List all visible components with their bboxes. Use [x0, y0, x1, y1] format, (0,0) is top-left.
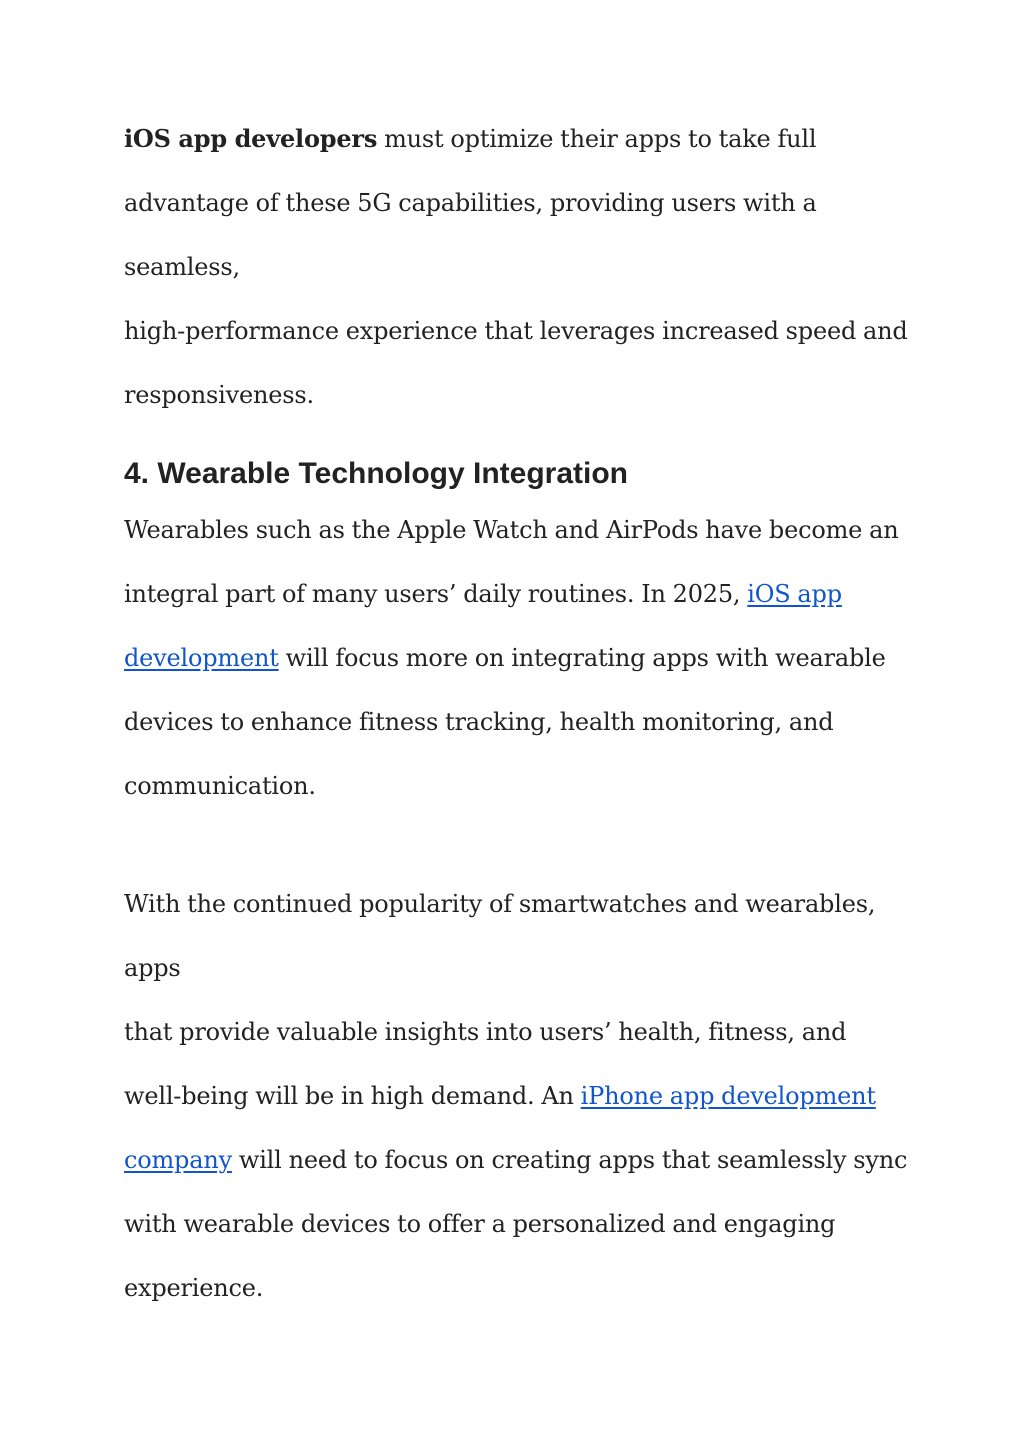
- text-line: With the continued popularity of smartwatches and wearables, apps: [124, 890, 876, 982]
- text-line: high-performance experience that leverages increased speed and: [124, 317, 908, 345]
- section-heading: 4. Wearable Technology Integration: [124, 457, 628, 490]
- text-line: experience.: [124, 1274, 264, 1302]
- paragraph-wearables: [124, 498, 914, 818]
- text-line: will focus more on integrating apps with wearable: [278, 644, 886, 672]
- iphone-app-development-company-link[interactable]: iPhone app development: [580, 1082, 876, 1110]
- text-line: Wearables such as the Apple Watch and AirPods have become an: [124, 516, 899, 544]
- text-line: with wearable devices to offer a personalized and engaging: [124, 1210, 836, 1238]
- paragraph-smartwatches: [124, 872, 914, 1320]
- text-line: well-being will be in high demand. An: [124, 1082, 581, 1110]
- bold-lead-text: iOS app developers: [124, 124, 378, 153]
- text-line: communication.: [124, 772, 316, 800]
- ios-app-development-link[interactable]: iOS app: [747, 580, 842, 608]
- text-line: advantage of these 5G capabilities, providing users with a seamless,: [124, 189, 817, 281]
- paragraph-ios-developers: [124, 107, 914, 427]
- ios-app-development-link[interactable]: development: [124, 644, 279, 672]
- text-line: must optimize their apps to take full: [377, 125, 817, 153]
- text-line: integral part of many users’ daily routines. In 2025,: [124, 580, 748, 608]
- text-line: responsiveness.: [124, 381, 314, 409]
- text-line: that provide valuable insights into users’ health, fitness, and: [124, 1018, 847, 1046]
- iphone-app-development-company-link[interactable]: company: [124, 1146, 232, 1174]
- text-line: will need to focus on creating apps that seamlessly sync: [231, 1146, 908, 1174]
- text-line: devices to enhance fitness tracking, health monitoring, and: [124, 708, 834, 736]
